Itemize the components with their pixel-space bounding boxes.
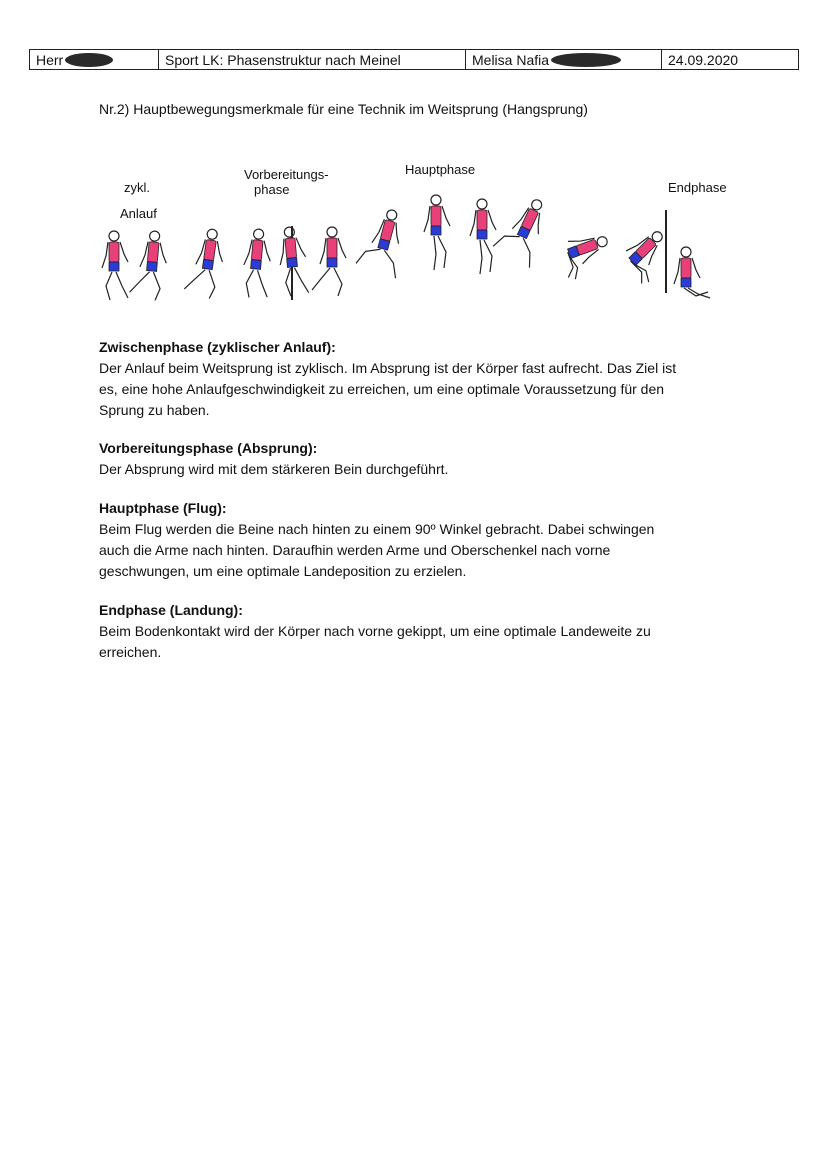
subject-cell xyxy=(159,50,466,69)
section-line: Sprung zu haben. xyxy=(99,402,210,418)
section-line: Beim Flug werden die Beine nach hinten zu einem 90º Winkel gebracht. Dabei schwingen xyxy=(99,521,655,537)
date: 24.09.2020 xyxy=(668,51,739,68)
long-jump-phase-figure xyxy=(96,158,727,308)
athlete-figure xyxy=(618,225,680,287)
section-line: erreichen. xyxy=(99,644,162,660)
section-zwischenphase xyxy=(99,337,739,421)
label-hauptphase: Hauptphase xyxy=(405,162,476,177)
athlete-figure xyxy=(355,204,412,278)
section-line: Der Anlauf beim Weitsprung ist zyklisch. Im Absprung ist der Körper fast aufrecht. Das Ziel ist xyxy=(99,360,677,376)
label-endphase: Endphase xyxy=(668,180,727,195)
section-line: geschwungen, um eine optimale Landeposition zu erzielen. xyxy=(99,563,467,579)
section-heading: Hauptphase (Flug): xyxy=(99,500,227,516)
section-line: Beim Bodenkontakt wird der Körper nach vorne gekippt, um eine optimale Landeweite zu xyxy=(99,623,651,639)
teacher-cell xyxy=(30,50,159,69)
athlete-figure xyxy=(102,231,128,300)
student-cell xyxy=(466,50,662,69)
student-name: Melisa Nafia xyxy=(472,51,550,68)
redaction-scribble xyxy=(65,53,113,67)
label-vorbereitung-1: Vorbereitungs- xyxy=(244,167,329,182)
section-heading: Zwischenphase (zyklischer Anlauf): xyxy=(99,339,336,355)
section-heading: Vorbereitungsphase (Absprung): xyxy=(99,440,318,456)
header-table xyxy=(29,49,799,70)
athlete-figure xyxy=(491,191,557,268)
teacher-name: Herr xyxy=(36,51,64,68)
athlete-figure xyxy=(129,229,169,301)
section-hauptphase xyxy=(99,498,739,582)
section-vorbereitungsphase xyxy=(99,438,739,480)
athlete-figure xyxy=(470,199,496,274)
redaction-scribble xyxy=(551,53,621,67)
subject-title: Sport LK: Phasenstruktur nach Meinel xyxy=(165,51,401,68)
athlete-figure xyxy=(241,228,273,299)
date-cell xyxy=(662,50,798,69)
athlete-figure xyxy=(424,195,450,270)
section-line: Der Absprung wird mit dem stärkeren Bein durchgeführt. xyxy=(99,461,449,477)
label-zykl: zykl. xyxy=(124,180,150,195)
athlete-figure xyxy=(183,227,226,300)
section-endphase xyxy=(99,600,739,663)
athlete-figure xyxy=(557,229,616,281)
athlete-sequence xyxy=(102,191,710,301)
section-line: es, eine hohe Anlaufgeschwindigkeit zu erreichen, um eine optimale Voraussetzung für den xyxy=(99,381,665,397)
section-line: auch die Arme nach hinten. Daraufhin werden Arme und Oberschenkel nach vorne xyxy=(99,542,611,558)
label-anlauf: Anlauf xyxy=(120,206,157,221)
athlete-figure xyxy=(312,227,346,296)
athlete-figure xyxy=(674,247,710,298)
label-vorbereitung-2: phase xyxy=(254,182,290,197)
section-heading: Endphase (Landung): xyxy=(99,602,243,618)
phase-illustration xyxy=(96,158,727,308)
task-title: Nr.2) Hauptbewegungsmerkmale für eine Technik im Weitsprung (Hangsprung) xyxy=(99,101,588,117)
